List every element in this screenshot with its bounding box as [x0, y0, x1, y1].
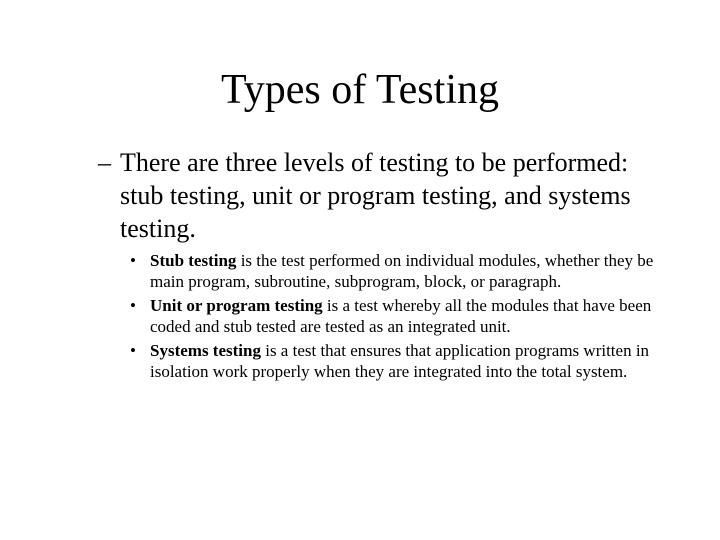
sub-point-term: Stub testing: [150, 251, 237, 270]
sub-point-description: is a test that ensures that application programs written in isolation work properly when they are integrated into the total system.: [150, 341, 650, 381]
sub-point-term: Unit or program testing: [150, 296, 323, 315]
main-point: [98, 146, 678, 245]
bullet-marker: •: [130, 251, 136, 270]
bullet-marker: •: [130, 296, 136, 315]
sub-point-stub-testing: [130, 250, 670, 292]
sub-point-list: [130, 250, 670, 385]
sub-point-term: Systems testing: [150, 341, 261, 360]
sub-point-description: is the test performed on individual modules, whether they be main program, subroutine, subprogram, block, or paragraph.: [150, 251, 654, 291]
sub-point-description: is a test whereby all the modules that have been coded and stub tested are tested as an integrated unit.: [150, 296, 652, 336]
dash-marker: –: [98, 148, 111, 177]
main-point-text: There are three levels of testing to be performed: stub testing, unit or program testing, and systems testing.: [120, 148, 631, 243]
bullet-marker: •: [130, 341, 136, 360]
sub-point-systems-testing: [130, 340, 670, 382]
sub-point-unit-testing: [130, 295, 670, 337]
slide-title: Types of Testing: [221, 67, 499, 113]
